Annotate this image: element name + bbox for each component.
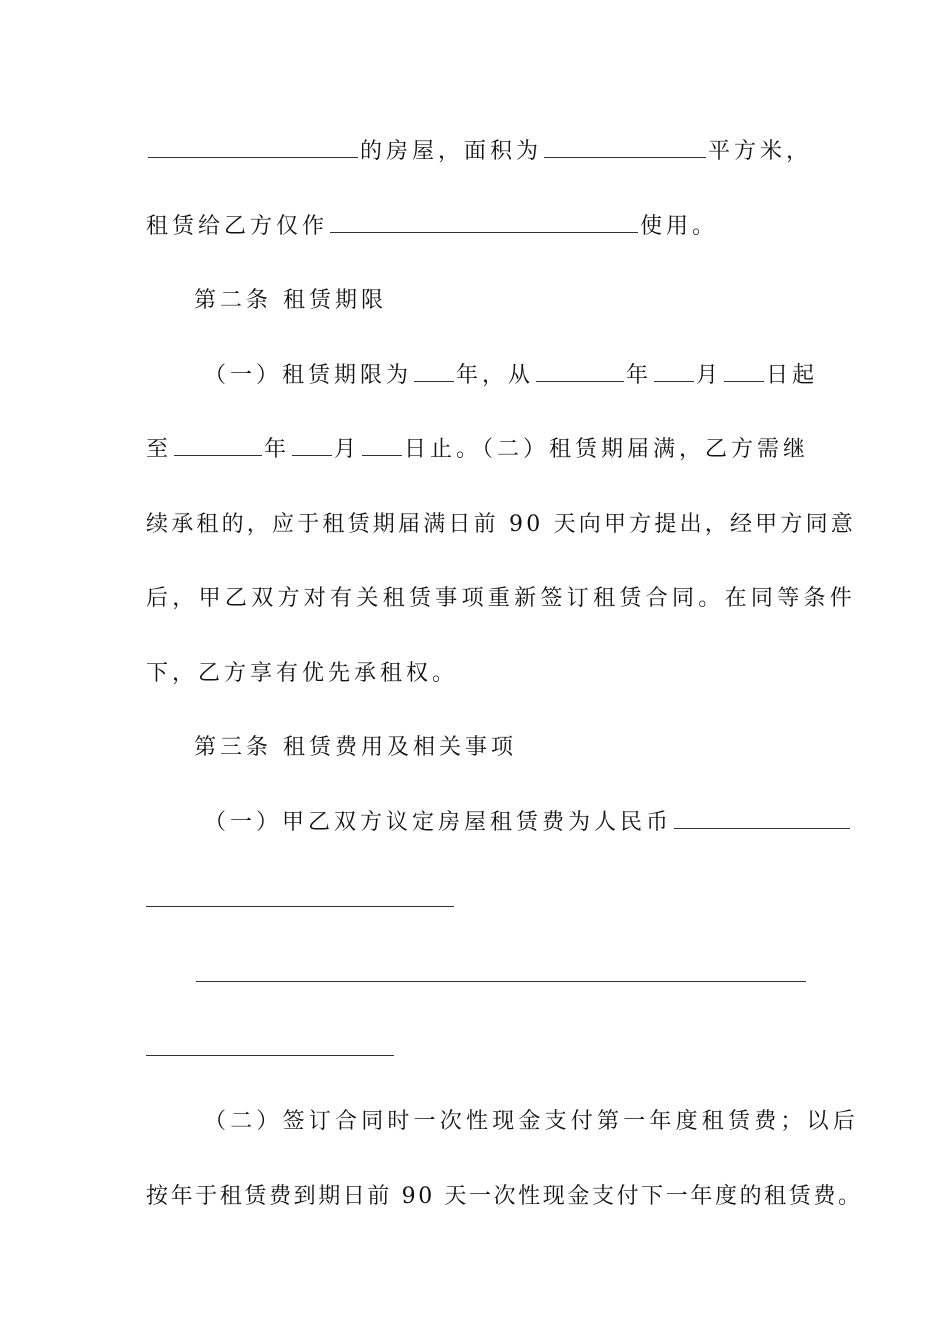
text-segment: 续承租的，应于租赁期届满日前 90 天向甲方提出，经甲方同意	[146, 512, 856, 537]
blank-rule-3	[146, 1055, 394, 1056]
text-segment: （二）签订合同时一次性现金支付第一年度租赁费；以后	[204, 1109, 860, 1134]
article-2-heading	[194, 281, 387, 321]
text-segment: 按年于租赁费到期日前 90 天一次性现金支付下一年度的租赁费。	[146, 1184, 863, 1209]
blank-rent-amount	[674, 827, 850, 829]
text-segment: 下，乙方享有优先承租权。	[146, 661, 459, 686]
blank-rule-1	[146, 906, 454, 907]
text-line-11	[204, 1102, 859, 1142]
text-line-6	[146, 505, 856, 545]
text-segment: 的房屋，面积为	[360, 139, 543, 164]
text-segment: 年，从	[456, 363, 535, 388]
text-line-12	[146, 1177, 863, 1217]
blank-start-year	[536, 380, 624, 382]
text-segment: 年	[626, 363, 653, 388]
text-line-7	[146, 579, 856, 619]
article-3-heading	[194, 728, 517, 768]
text-line-2	[146, 207, 718, 247]
blank-location	[148, 156, 358, 158]
text-segment: 月	[696, 363, 723, 388]
text-segment: （一）租赁期限为	[204, 363, 413, 388]
text-segment: 日起	[766, 363, 819, 388]
blank-end-month	[292, 454, 332, 456]
text-segment: 至	[146, 437, 173, 462]
blank-end-year	[174, 454, 262, 456]
blank-usage	[330, 231, 638, 233]
text-segment: 使用。	[640, 214, 719, 239]
text-segment: 平方米，	[708, 139, 813, 164]
blank-years	[414, 380, 454, 382]
text-segment: 月	[334, 437, 361, 462]
blank-start-day	[724, 380, 764, 382]
blank-start-month	[654, 380, 694, 382]
text-segment: 年	[264, 437, 291, 462]
blank-area	[544, 156, 706, 158]
text-segment: （一）甲乙双方议定房屋租赁费为人民币	[204, 810, 673, 835]
text-line-8	[146, 654, 458, 694]
text-line-10	[204, 803, 852, 843]
text-line-4	[204, 356, 818, 396]
blank-rule-2	[196, 981, 806, 982]
heading-text: 第二条 租赁期限	[194, 288, 387, 313]
text-segment: 租赁给乙方仅作	[146, 214, 329, 239]
text-line-5	[146, 430, 809, 470]
heading-text: 第三条 租赁费用及相关事项	[194, 735, 517, 760]
text-line-1	[146, 132, 812, 172]
blank-end-day	[362, 454, 402, 456]
text-segment: 后，甲乙双方对有关租赁事项重新签订租赁合同。在同等条件	[146, 586, 857, 611]
text-segment: 日止。（二）租赁期届满，乙方需继	[404, 437, 810, 462]
